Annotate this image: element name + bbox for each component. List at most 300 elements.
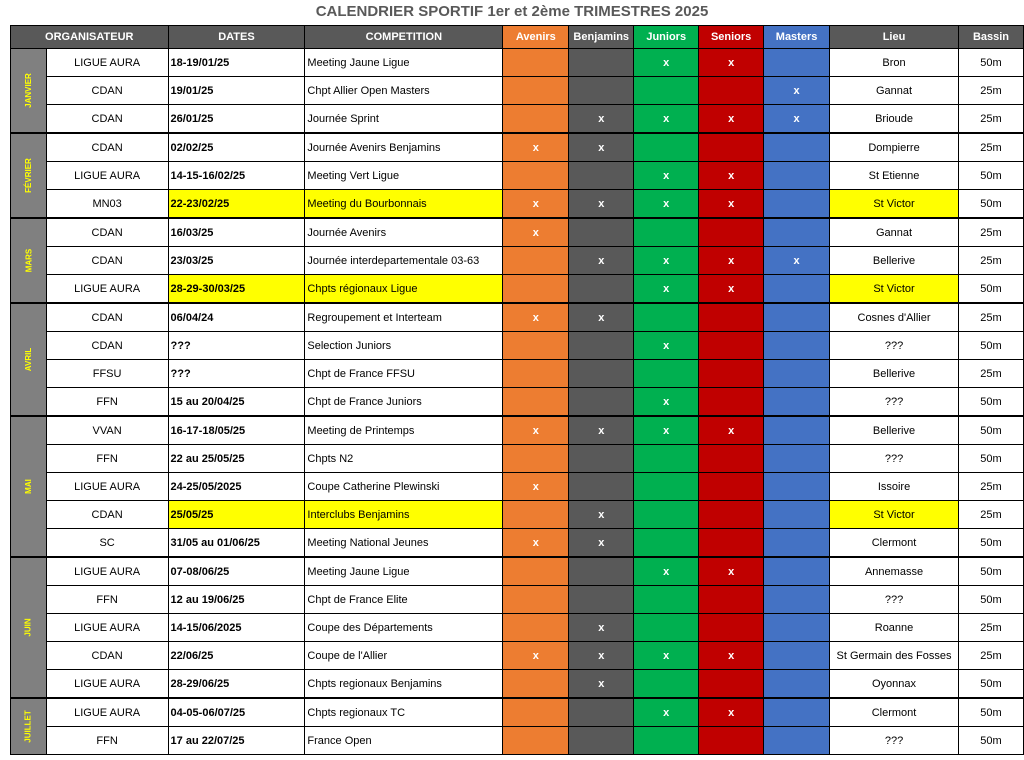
cell-bassin: 25m [959,247,1024,275]
cell-date: 26/01/25 [168,105,305,134]
cell-benjamins: x [569,416,634,445]
cell-organisateur: LIGUE AURA [46,162,168,190]
cell-seniors [699,77,764,105]
cell-avenirs [503,557,569,586]
month-label [11,218,47,303]
cell-masters: x [764,105,830,134]
cell-bassin: 50m [959,190,1024,219]
cell-masters [764,529,830,558]
cell-juniors: x [634,557,699,586]
cell-masters [764,473,830,501]
cell-avenirs [503,49,569,77]
cell-competition: Meeting Vert Ligue [305,162,503,190]
cell-masters [764,49,830,77]
cell-juniors [634,218,699,247]
cell-lieu: Cosnes d'Allier [830,303,959,332]
cell-seniors: x [699,557,764,586]
cell-avenirs [503,388,569,417]
cell-date: 16/03/25 [168,218,305,247]
month-label [11,49,47,134]
cell-organisateur: CDAN [46,218,168,247]
cell-juniors: x [634,416,699,445]
cell-juniors [634,501,699,529]
cell-organisateur: FFN [46,727,168,755]
cell-masters: x [764,77,830,105]
cell-masters [764,190,830,219]
cell-bassin: 50m [959,445,1024,473]
cell-lieu: Bellerive [830,247,959,275]
cell-avenirs: x [503,473,569,501]
cell-masters [764,501,830,529]
cell-organisateur: FFSU [46,360,168,388]
header-dates: DATES [168,26,305,49]
cell-bassin: 50m [959,586,1024,614]
cell-masters [764,332,830,360]
cell-date: 06/04/24 [168,303,305,332]
cell-bassin: 25m [959,473,1024,501]
cell-competition: France Open [305,727,503,755]
cell-juniors: x [634,247,699,275]
cell-benjamins: x [569,303,634,332]
cell-competition: Journée Avenirs Benjamins [305,133,503,162]
cell-juniors: x [634,332,699,360]
cell-masters [764,275,830,304]
cell-seniors [699,501,764,529]
cell-juniors: x [634,190,699,219]
cell-bassin: 25m [959,303,1024,332]
cell-benjamins: x [569,614,634,642]
cell-juniors [634,586,699,614]
header-bassin: Bassin [959,26,1024,49]
cell-date: 14-15-16/02/25 [168,162,305,190]
cell-date: 31/05 au 01/06/25 [168,529,305,558]
cell-date: 22/06/25 [168,642,305,670]
cell-organisateur: VVAN [46,416,168,445]
header-lieu: Lieu [830,26,959,49]
cell-benjamins [569,445,634,473]
header-avenirs: Avenirs [503,26,569,49]
table-row [11,332,1024,360]
cell-organisateur: CDAN [46,77,168,105]
table-row [11,614,1024,642]
cell-bassin: 25m [959,105,1024,134]
cell-organisateur: SC [46,529,168,558]
cell-competition: Meeting Jaune Ligue [305,49,503,77]
cell-date: 28-29/06/25 [168,670,305,699]
cell-benjamins: x [569,642,634,670]
cell-avenirs: x [503,133,569,162]
cell-bassin: 25m [959,642,1024,670]
cell-benjamins [569,388,634,417]
cell-benjamins: x [569,133,634,162]
cell-seniors: x [699,49,764,77]
cell-masters [764,586,830,614]
cell-date: 18-19/01/25 [168,49,305,77]
cell-lieu: Roanne [830,614,959,642]
cell-benjamins: x [569,529,634,558]
cell-organisateur: LIGUE AURA [46,473,168,501]
header-seniors: Seniors [699,26,764,49]
month-label-text: JUILLET [23,710,33,743]
cell-competition: Journée interdepartementale 03-63 [305,247,503,275]
table-row [11,247,1024,275]
cell-masters: x [764,247,830,275]
cell-lieu: St Victor [830,501,959,529]
table-row [11,388,1024,417]
cell-date: 14-15/06/2025 [168,614,305,642]
cell-seniors [699,614,764,642]
cell-organisateur: LIGUE AURA [46,49,168,77]
cell-lieu: ??? [830,727,959,755]
cell-masters [764,727,830,755]
cell-lieu: Oyonnax [830,670,959,699]
cell-lieu: Bron [830,49,959,77]
cell-bassin: 25m [959,218,1024,247]
cell-lieu: St Victor [830,190,959,219]
cell-lieu: ??? [830,332,959,360]
cell-date: 07-08/06/25 [168,557,305,586]
cell-competition: Chpt de France FFSU [305,360,503,388]
cell-bassin: 50m [959,529,1024,558]
cell-seniors [699,218,764,247]
cell-bassin: 50m [959,388,1024,417]
cell-competition: Chpts regionaux TC [305,698,503,727]
month-label-text: MARS [23,248,33,273]
table-row [11,360,1024,388]
cell-competition: Regroupement et Interteam [305,303,503,332]
cell-masters [764,698,830,727]
cell-avenirs [503,501,569,529]
cell-competition: Chpt de France Elite [305,586,503,614]
cell-organisateur: CDAN [46,332,168,360]
calendar-table [10,25,1024,755]
cell-organisateur: LIGUE AURA [46,670,168,699]
cell-masters [764,388,830,417]
cell-date: 22-23/02/25 [168,190,305,219]
cell-benjamins [569,49,634,77]
cell-juniors: x [634,49,699,77]
cell-avenirs: x [503,642,569,670]
cell-lieu: Issoire [830,473,959,501]
cell-juniors [634,303,699,332]
cell-organisateur: CDAN [46,105,168,134]
table-row [11,190,1024,219]
cell-bassin: 50m [959,416,1024,445]
cell-benjamins: x [569,190,634,219]
cell-organisateur: LIGUE AURA [46,557,168,586]
cell-juniors: x [634,105,699,134]
cell-date: 02/02/25 [168,133,305,162]
cell-lieu: Annemasse [830,557,959,586]
table-row [11,218,1024,247]
table-row [11,727,1024,755]
cell-juniors [634,473,699,501]
cell-masters [764,416,830,445]
cell-competition: Chpts regionaux Benjamins [305,670,503,699]
header-juniors: Juniors [634,26,699,49]
cell-organisateur: LIGUE AURA [46,698,168,727]
cell-date: 19/01/25 [168,77,305,105]
cell-avenirs: x [503,303,569,332]
cell-competition: Selection Juniors [305,332,503,360]
cell-date: 24-25/05/2025 [168,473,305,501]
cell-avenirs: x [503,416,569,445]
cell-lieu: Brioude [830,105,959,134]
cell-juniors [634,445,699,473]
cell-organisateur: LIGUE AURA [46,275,168,304]
cell-date: ??? [168,332,305,360]
cell-date: 12 au 19/06/25 [168,586,305,614]
cell-lieu: Gannat [830,218,959,247]
page-title: CALENDRIER SPORTIF 1er et 2ème TRIMESTRES 2025 [315,3,709,20]
cell-masters [764,218,830,247]
cell-competition: Coupe de l'Allier [305,642,503,670]
table-row [11,670,1024,699]
cell-seniors [699,586,764,614]
table-row [11,698,1024,727]
cell-seniors [699,360,764,388]
cell-competition: Meeting de Printemps [305,416,503,445]
cell-seniors: x [699,698,764,727]
cell-avenirs [503,105,569,134]
cell-competition: Coupe Catherine Plewinski [305,473,503,501]
cell-lieu: Dompierre [830,133,959,162]
cell-bassin: 50m [959,727,1024,755]
cell-masters [764,445,830,473]
cell-seniors [699,388,764,417]
table-row [11,275,1024,304]
cell-competition: Chpt Allier Open Masters [305,77,503,105]
table-row [11,557,1024,586]
cell-benjamins [569,275,634,304]
cell-benjamins [569,332,634,360]
cell-avenirs [503,614,569,642]
cell-masters [764,557,830,586]
cell-bassin: 25m [959,360,1024,388]
cell-avenirs: x [503,218,569,247]
table-row [11,162,1024,190]
table-row [11,501,1024,529]
month-label [11,303,47,416]
cell-avenirs [503,698,569,727]
header-organisateur: ORGANISATEUR [11,26,169,49]
header-benjamins: Benjamins [569,26,634,49]
cell-organisateur: CDAN [46,501,168,529]
cell-organisateur: FFN [46,586,168,614]
cell-lieu: St Germain des Fosses [830,642,959,670]
cell-lieu: St Etienne [830,162,959,190]
cell-date: ??? [168,360,305,388]
cell-benjamins [569,218,634,247]
cell-benjamins [569,473,634,501]
cell-seniors [699,670,764,699]
cell-avenirs [503,275,569,304]
month-label [11,698,47,755]
cell-seniors [699,473,764,501]
cell-avenirs [503,77,569,105]
cell-masters [764,614,830,642]
cell-date: 25/05/25 [168,501,305,529]
cell-bassin: 50m [959,332,1024,360]
cell-benjamins [569,77,634,105]
month-label-text: MAI [23,479,33,494]
cell-lieu: Gannat [830,77,959,105]
cell-bassin: 25m [959,133,1024,162]
cell-avenirs [503,360,569,388]
cell-organisateur: MN03 [46,190,168,219]
cell-bassin: 25m [959,614,1024,642]
cell-seniors: x [699,247,764,275]
cell-seniors: x [699,416,764,445]
cell-lieu: ??? [830,388,959,417]
cell-juniors [634,133,699,162]
cell-competition: Coupe des Départements [305,614,503,642]
cell-seniors [699,303,764,332]
cell-avenirs [503,247,569,275]
cell-lieu: ??? [830,586,959,614]
cell-benjamins [569,586,634,614]
table-row [11,49,1024,77]
cell-avenirs: x [503,190,569,219]
month-label-text: AVRIL [23,347,33,372]
cell-lieu: ??? [830,445,959,473]
cell-masters [764,642,830,670]
header-row [11,26,1024,49]
cell-date: 23/03/25 [168,247,305,275]
table-row [11,77,1024,105]
cell-masters [764,133,830,162]
month-label [11,557,47,698]
cell-bassin: 25m [959,77,1024,105]
header-masters: Masters [764,26,830,49]
cell-benjamins [569,698,634,727]
cell-competition: Meeting Jaune Ligue [305,557,503,586]
table-row [11,133,1024,162]
cell-lieu: St Victor [830,275,959,304]
cell-date: 17 au 22/07/25 [168,727,305,755]
cell-benjamins: x [569,501,634,529]
cell-bassin: 50m [959,670,1024,699]
cell-avenirs: x [503,529,569,558]
cell-avenirs [503,332,569,360]
cell-bassin: 50m [959,557,1024,586]
table-row [11,473,1024,501]
cell-masters [764,162,830,190]
cell-benjamins: x [569,670,634,699]
cell-masters [764,670,830,699]
cell-juniors [634,77,699,105]
cell-bassin: 50m [959,49,1024,77]
cell-lieu: Bellerive [830,360,959,388]
month-label [11,416,47,557]
calendar-body [11,49,1024,755]
cell-juniors: x [634,698,699,727]
cell-competition: Meeting du Bourbonnais [305,190,503,219]
cell-avenirs [503,586,569,614]
table-row [11,105,1024,134]
cell-masters [764,360,830,388]
cell-seniors [699,332,764,360]
cell-lieu: Clermont [830,698,959,727]
cell-seniors [699,133,764,162]
month-label [11,133,47,218]
cell-organisateur: CDAN [46,642,168,670]
cell-juniors [634,360,699,388]
cell-date: 15 au 20/04/25 [168,388,305,417]
cell-date: 22 au 25/05/25 [168,445,305,473]
cell-benjamins [569,557,634,586]
cell-competition: Chpts N2 [305,445,503,473]
cell-date: 28-29-30/03/25 [168,275,305,304]
table-row [11,303,1024,332]
cell-organisateur: FFN [46,445,168,473]
cell-competition: Meeting National Jeunes [305,529,503,558]
month-label-text: FÉVRIER [23,158,33,193]
cell-avenirs [503,727,569,755]
cell-bassin: 50m [959,275,1024,304]
cell-seniors: x [699,642,764,670]
cell-date: 16-17-18/05/25 [168,416,305,445]
cell-competition: Chpt de France Juniors [305,388,503,417]
month-label-text: JANVIER [23,73,33,108]
cell-seniors: x [699,162,764,190]
cell-seniors [699,727,764,755]
cell-benjamins: x [569,105,634,134]
table-row [11,416,1024,445]
cell-organisateur: CDAN [46,247,168,275]
cell-competition: Chpts régionaux Ligue [305,275,503,304]
cell-benjamins [569,727,634,755]
cell-benjamins: x [569,247,634,275]
cell-juniors [634,670,699,699]
cell-date: 04-05-06/07/25 [168,698,305,727]
table-row [11,586,1024,614]
cell-bassin: 25m [959,501,1024,529]
cell-organisateur: CDAN [46,303,168,332]
cell-benjamins [569,360,634,388]
cell-juniors: x [634,162,699,190]
cell-seniors [699,445,764,473]
cell-juniors [634,614,699,642]
cell-lieu: Bellerive [830,416,959,445]
table-row [11,529,1024,558]
month-label-text: JUIN [23,618,33,637]
table-row [11,642,1024,670]
cell-avenirs [503,670,569,699]
cell-organisateur: FFN [46,388,168,417]
cell-juniors: x [634,388,699,417]
cell-juniors [634,727,699,755]
cell-bassin: 50m [959,698,1024,727]
cell-masters [764,303,830,332]
cell-benjamins [569,162,634,190]
cell-avenirs [503,162,569,190]
cell-juniors: x [634,275,699,304]
cell-seniors: x [699,105,764,134]
cell-seniors: x [699,275,764,304]
cell-avenirs [503,445,569,473]
cell-competition: Journée Sprint [305,105,503,134]
cell-competition: Journée Avenirs [305,218,503,247]
header-competition: COMPETITION [305,26,503,49]
cell-organisateur: LIGUE AURA [46,614,168,642]
cell-organisateur: CDAN [46,133,168,162]
cell-juniors: x [634,642,699,670]
cell-juniors [634,529,699,558]
cell-competition: Interclubs Benjamins [305,501,503,529]
cell-lieu: Clermont [830,529,959,558]
cell-seniors [699,529,764,558]
